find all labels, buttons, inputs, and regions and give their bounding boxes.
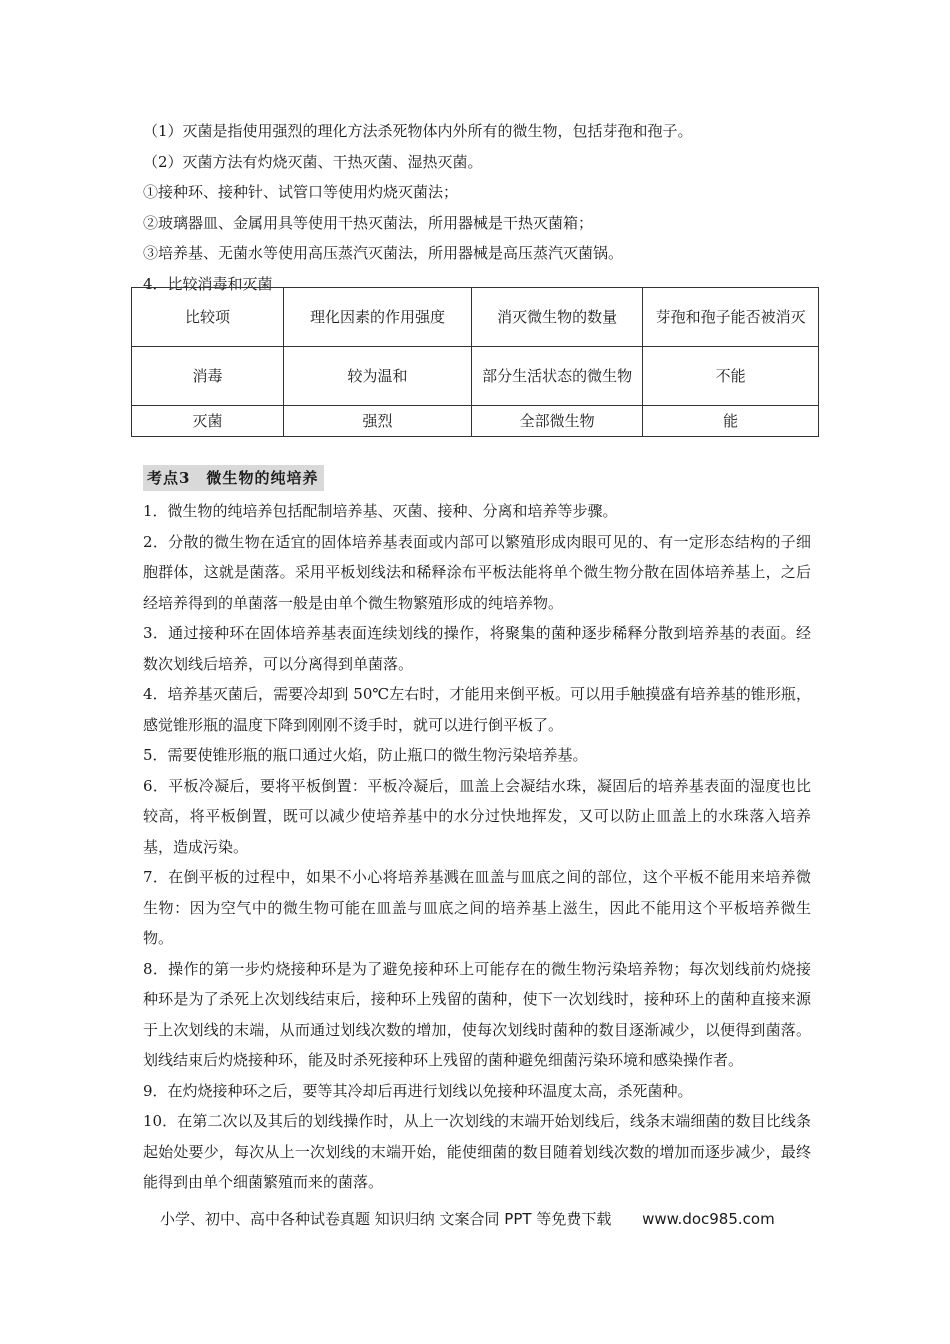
table-header-cell: 理化因素的作用强度 (283, 288, 471, 347)
table-cell: 全部微生物 (472, 406, 643, 437)
paragraph: 10．在第二次以及其后的划线操作时，从上一次划线的末端开始划线后，线条末端细菌的数目比线条起始处要少，每次从上一次划线的末端开始，能使细菌的数目随着划线次数的增加而逐步减少，最终能得到由单个细菌繁殖而来的菌落。 (143, 1112, 811, 1191)
table-cell: 能 (643, 406, 819, 437)
paragraph: 9．在灼烧接种环之后，要等其冷却后再进行划线以免接种环温度太高，杀死菌种。 (143, 1081, 693, 1100)
comparison-table (131, 287, 819, 437)
footer-text: 小学、初中、高中各种试卷真题 知识归纳 文案合同 PPT 等免费下载 (160, 1210, 612, 1228)
table-row (132, 347, 819, 406)
intro-line: ③培养基、无菌水等使用高压蒸汽灭菌法，所用器械是高压蒸汽灭菌锅。 (143, 244, 624, 262)
table-header-cell: 消灭微生物的数量 (472, 288, 643, 347)
table-header-cell: 芽孢和孢子能否被消灭 (643, 288, 819, 347)
table-header-cell: 比较项 (132, 288, 284, 347)
paragraph: 8．操作的第一步灼烧接种环是为了避免接种环上可能存在的微生物污染培养物；每次划线前灼烧接种环是为了杀死上次划线结束后，接种环上残留的菌种，使下一次划线时，接种环上的菌种直接来源于上次划线的末端，从而通过划线次数的增加，使每次划线时菌种的数目逐渐减少，以便得到菌落。划线结束后灼烧接种环，能及时杀死接种环上残留的菌种避免细菌污染环境和感染操作者。 (143, 959, 811, 1069)
paragraph: 6．平板冷凝后，要将平板倒置：平板冷凝后，皿盖上会凝结水珠，凝固后的培养基表面的湿度也比较高，将平板倒置，既可以减少使培养基中的水分过快地挥发，又可以防止皿盖上的水珠落入培养基，造成污染。 (143, 776, 811, 856)
paragraph: 2．分散的微生物在适宜的固体培养基表面或内部可以繁殖形成肉眼可见的、有一定形态结构的子细胞群体，这就是菌落。采用平板划线法和稀释涂布平板法能将单个微生物分散在固体培养基上，之后经培养得到的单菌落一般是由单个微生物繁殖形成的纯培养物。 (143, 532, 811, 612)
intro-line: 4．比较消毒和灭菌 (143, 274, 273, 293)
table-cell: 部分生活状态的微生物 (472, 347, 643, 406)
footer-site-link[interactable]: www.doc985.com (642, 1210, 775, 1228)
intro-line: ①接种环、接种针、试管口等使用灼烧灭菌法； (143, 183, 459, 201)
intro-section (143, 116, 811, 299)
table-cell: 不能 (643, 347, 819, 406)
intro-line: （2）灭菌方法有灼烧灭菌、干热灭菌、湿热灭菌。 (143, 152, 483, 171)
paragraph: 7．在倒平板的过程中，如果不小心将培养基溅在皿盖与皿底之间的部位，这个平板不能用来培养微生物：因为空气中的微生物可能在皿盖与皿底之间的培养基上滋生，因此不能用这个平板培养微生物。 (143, 868, 811, 947)
table-cell: 灭菌 (132, 406, 284, 437)
intro-line: ②玻璃器皿、金属用具等使用干热灭菌法，所用器械是干热灭菌箱； (143, 213, 594, 232)
paragraph: 5．需要使锥形瓶的瓶口通过火焰，防止瓶口的微生物污染培养基。 (143, 746, 588, 764)
paragraph: 1．微生物的纯培养包括配制培养基、灭菌、接种、分离和培养等步骤。 (143, 502, 618, 520)
table-header-row (132, 288, 819, 347)
table-row (132, 406, 819, 437)
section-body (143, 496, 811, 1198)
section-title: 考点3 微生物的纯培养 (143, 465, 324, 491)
paragraph: 4．培养基灭菌后，需要冷却到 50℃左右时，才能用来倒平板。可以用手触摸盛有培养基的锥形瓶，感觉锥形瓶的温度下降到刚刚不烫手时，就可以进行倒平板了。 (143, 685, 811, 734)
table-cell: 消毒 (132, 347, 284, 406)
intro-line: （1）灭菌是指使用强烈的理化方法杀死物体内外所有的微生物，包括芽孢和孢子。 (143, 122, 693, 140)
table-cell: 强烈 (283, 406, 471, 437)
paragraph: 3．通过接种环在固体培养基表面连续划线的操作，将聚集的菌种逐步稀释分散到培养基的表面。经数次划线后培养，可以分离得到单菌落。 (143, 624, 811, 673)
table-cell: 较为温和 (283, 347, 471, 406)
page-footer (160, 1208, 775, 1229)
